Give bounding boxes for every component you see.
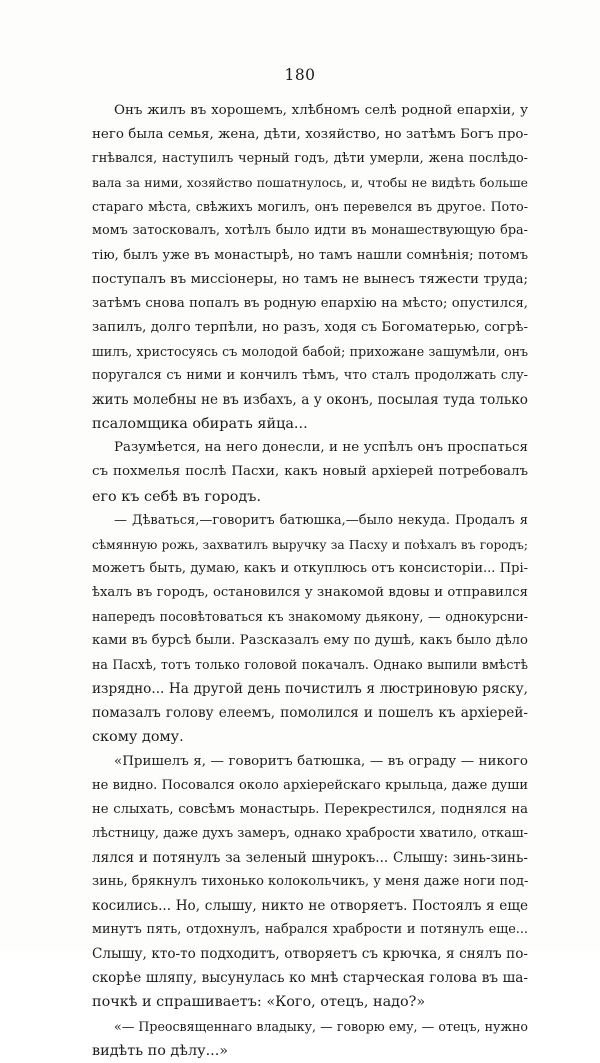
text-line: «— Преосвященнаго владыку, — говорю ему, — отецъ, нужно: [114, 1018, 528, 1034]
text-line: «Пришелъ я, — говоритъ батюшка, — въ ограду — никого: [114, 753, 528, 769]
text-line: напередъ посовѣтоваться къ знакомому дьякону, — однокурсни-: [92, 608, 528, 624]
text-line: Онъ жилъ въ хорошемъ, хлѣбномъ селѣ родной епархіи, у: [114, 103, 528, 118]
text-line: запилъ, долго терпѣли, но разъ, ходя съ Богоматерью, согрѣ-: [92, 319, 528, 335]
text-line: лялся и потянулъ за зеленый шнурокъ... Слышу: зинь-зинь-: [92, 849, 528, 866]
text-line: помазалъ голову елеемъ, помолился и пошелъ къ архіерей-: [92, 705, 528, 722]
text-line: скорѣе шляпу, высунулась ко мнѣ старческая голова въ ша-: [92, 970, 528, 987]
text-line: зинь, брякнулъ тихонько колокольчикъ, у меня даже ноги под-: [92, 874, 528, 889]
text-line: минутъ пять, отдохнулъ, набрался храбрости и потянулъ еще...: [92, 922, 528, 938]
text-line: съ похмелья послѣ Пасхи, какъ новый архіерей потребовалъ: [92, 464, 528, 480]
text-line: почкѣ и спрашиваетъ: «Кого, отецъ, надо?»: [92, 994, 426, 1011]
text-line: стараго мѣста, свѣжихъ могилъ, онъ перевелся въ другое. Пото-: [92, 199, 528, 215]
text-line: сѣмянную рожь, захватилъ выручку за Пасху и поѣхалъ въ городъ;: [92, 537, 528, 552]
text-line: псаломщика обирать яйца...: [92, 416, 308, 433]
page-number: 180: [284, 66, 316, 84]
text-line: ками въ бурсѣ были. Разсказалъ ему по душѣ, какъ было дѣло: [92, 633, 528, 649]
text-line: лѣстницу, даже духъ замеръ, однако храбрости хватило, откаш-: [92, 825, 528, 841]
text-line: поступалъ въ миссіонеры, но тамъ не вынесъ тяжести труда;: [92, 271, 528, 287]
text-line: на Пасхѣ, тотъ только головой покачалъ. Однако выпили вмѣстѣ: [92, 657, 528, 673]
text-line: не слыхать, совсѣмъ монастырь. Перекрестился, поднялся на: [92, 801, 528, 817]
text-line: момъ затосковалъ, хотѣлъ было идти въ монашествующую бра-: [92, 223, 528, 239]
text-line: Слышу, кто-то подходитъ, отворяетъ съ крючка, я снялъ по-: [92, 946, 528, 963]
text-line: жить молебны не въ избахъ, а у оконъ, посылая туда только: [92, 392, 528, 409]
text-line: не видно. Посовался около архіерейскаго крыльца, даже души: [92, 777, 528, 793]
text-line: можетъ быть, думаю, какъ и откуплюсь отъ консисторіи... Прі-: [92, 560, 528, 576]
text-line: изрядно... На другой день почистилъ я люстриновую ряску,: [92, 681, 528, 698]
body-text: [92, 99, 528, 1063]
text-line: — Дѣваться,—говоритъ батюшка,—было некуда. Продалъ я: [114, 512, 528, 528]
text-line: ѣхалъ въ городъ, остановился у знакомой вдовы и отправился: [92, 584, 528, 600]
text-line: затѣмъ снова попалъ въ родную епархію на мѣсто; опустился,: [92, 295, 528, 311]
text-line: вала за ними, хозяйство пошатнулось, и, чтобы не видѣть больше: [92, 175, 528, 191]
text-line: скому дому.: [92, 729, 184, 746]
text-line: него была семья, жена, дѣти, хозяйство, но затѣмъ Богъ про-: [92, 127, 528, 143]
text-line: видѣть по дѣлу...»: [92, 1042, 229, 1059]
text-line: его къ себѣ въ городъ.: [92, 488, 262, 505]
text-line: шилъ, христосуясь съ молодой бабой; прихожане зашумѣли, онъ: [92, 343, 528, 359]
text-line: тію, былъ уже въ монастырѣ, но тамъ нашли сомнѣнія; потомъ: [92, 247, 528, 263]
text-line: косились... Но, слышу, никто не отворяетъ. Постоялъ я еще: [92, 898, 528, 915]
text-line: поругался съ ними и кончилъ тѣмъ, что сталъ продолжать слу-: [92, 368, 528, 384]
text-line: Разумѣется, на него донесли, и не успѣлъ онъ проспаться: [114, 440, 528, 456]
text-line: гнѣвался, наступилъ черный годъ, дѣти умерли, жена послѣдо-: [92, 151, 528, 167]
